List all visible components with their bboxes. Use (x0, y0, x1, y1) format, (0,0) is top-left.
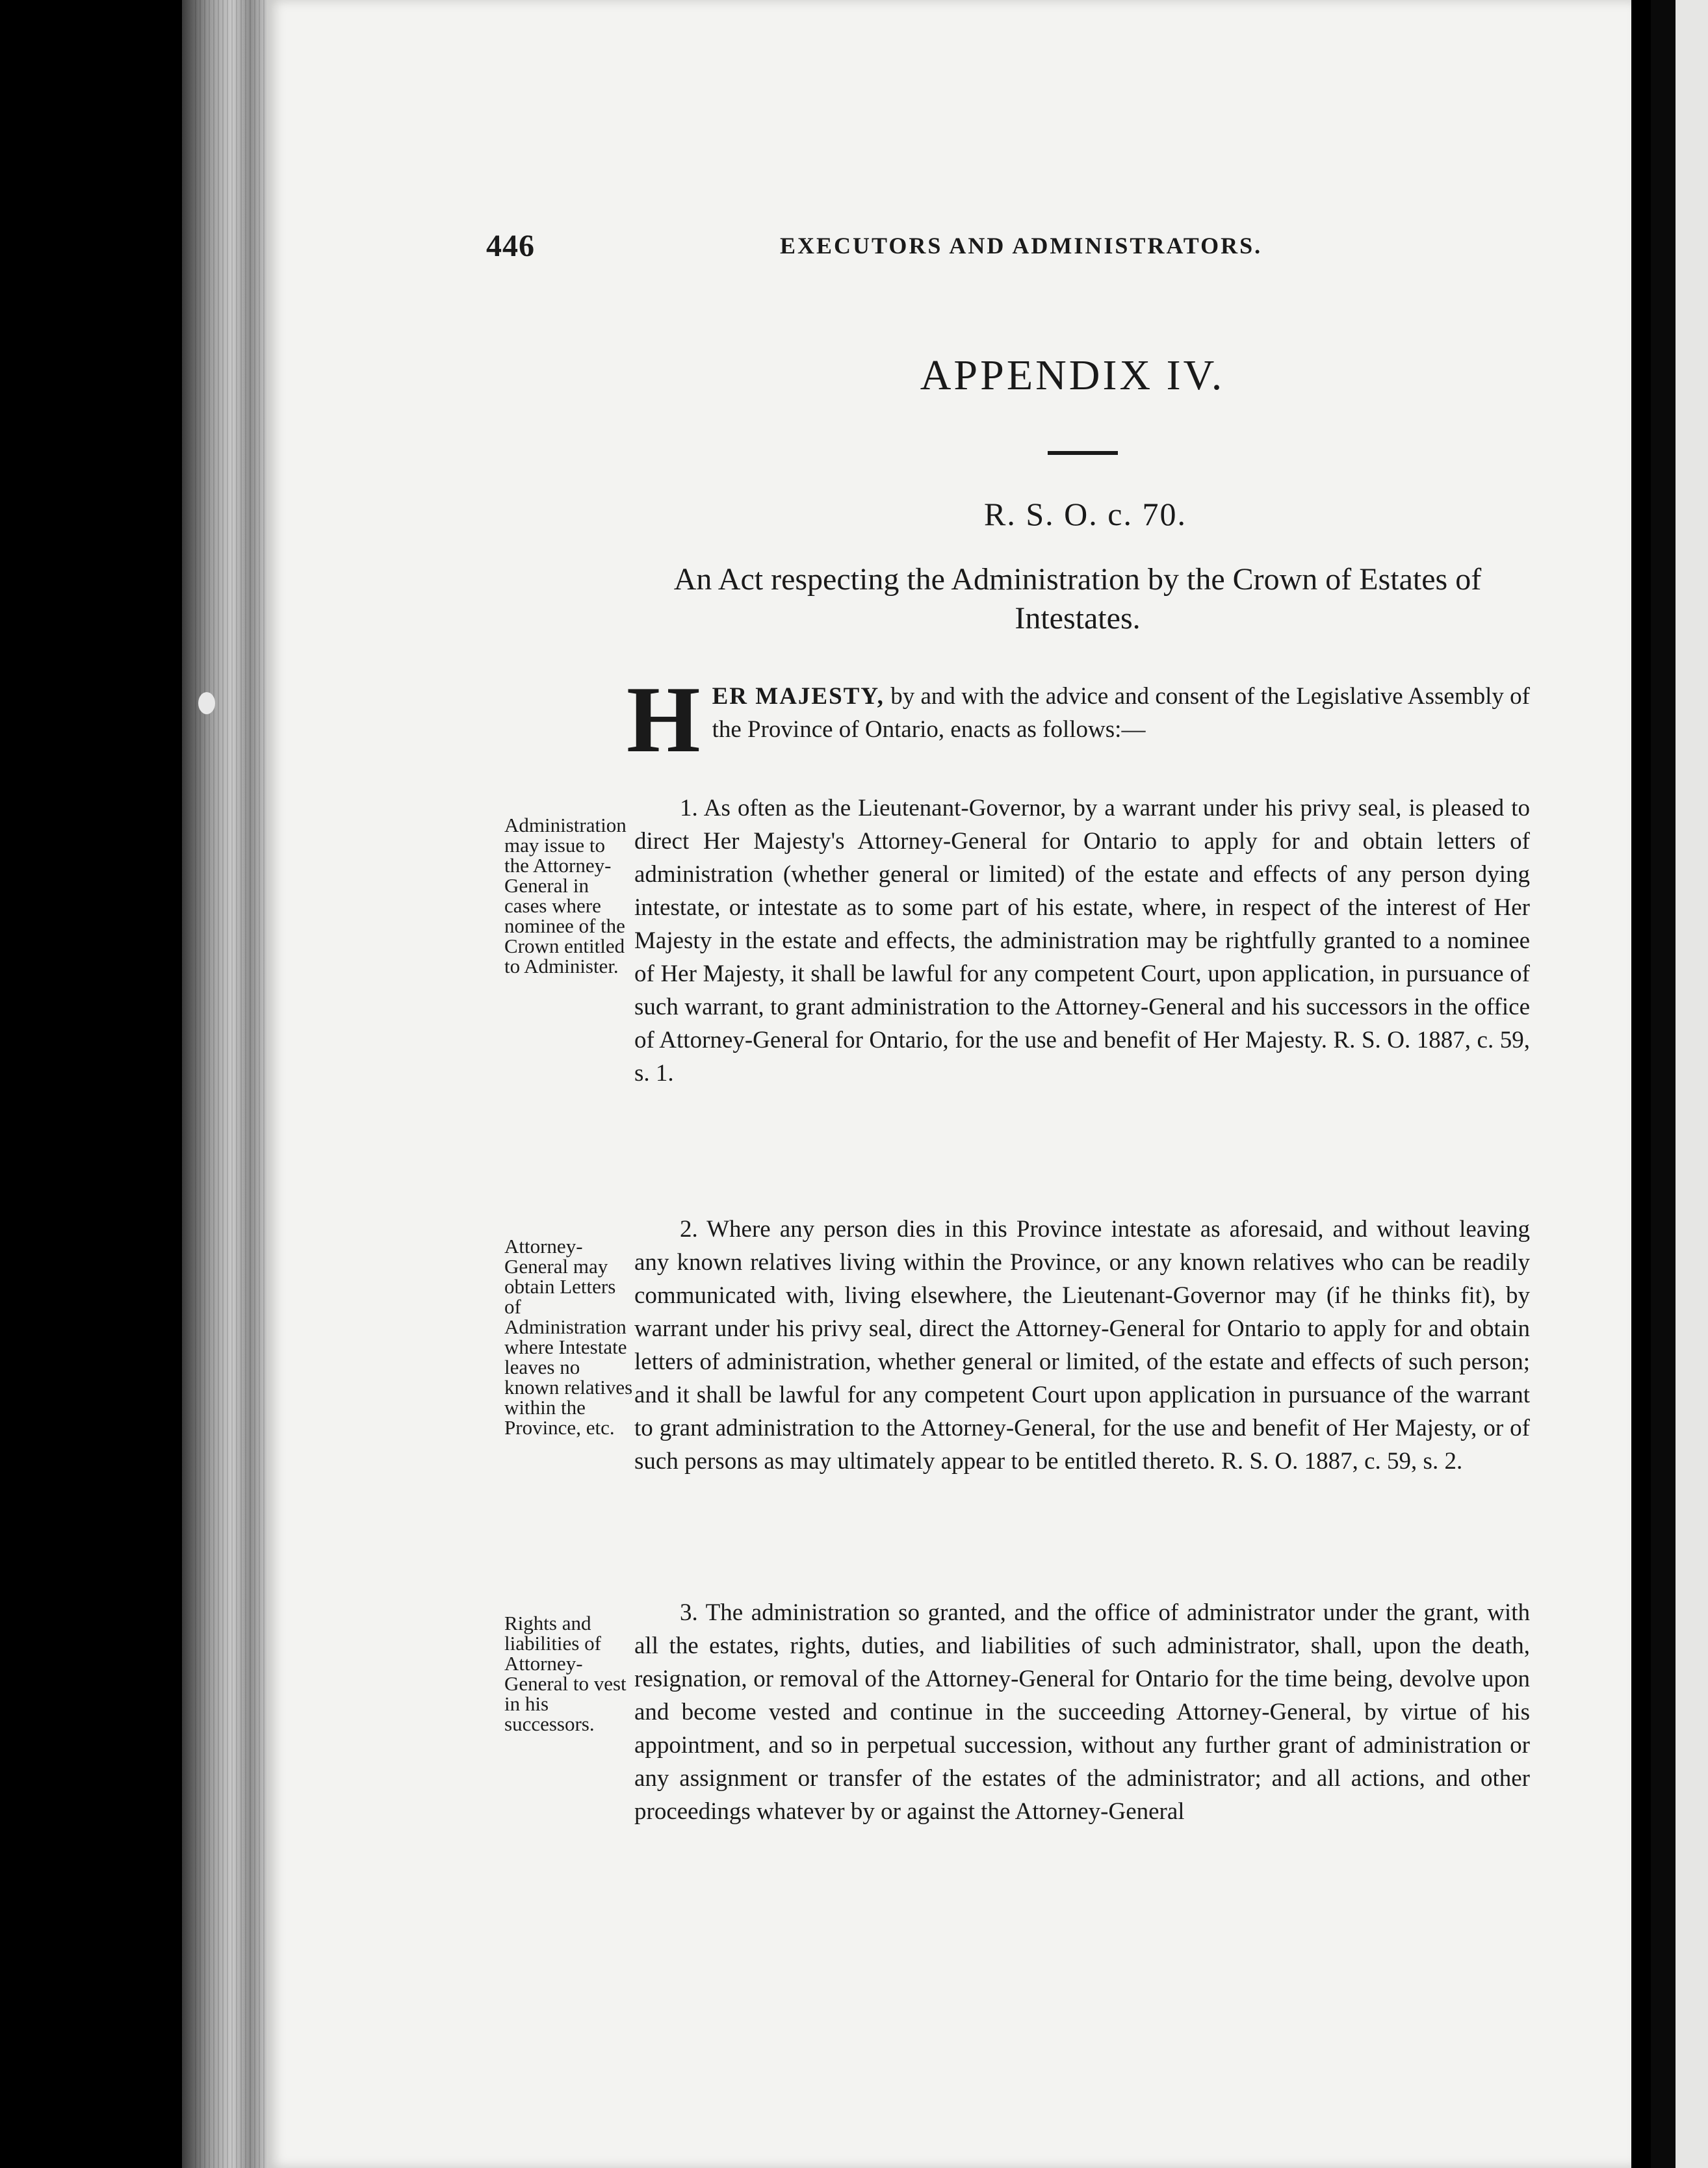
title-rule (1048, 451, 1118, 455)
marginal-note-2: Attorney-General may obtain Letters of Administration where Intestate leaves no known relatives within the Province, etc. (504, 1235, 633, 1439)
facing-page-sliver (1676, 0, 1708, 2168)
section-1: 1. As often as the Lieutenant-Governor, by a warrant under his privy seal, is pleased to direct Her Majesty's Attorney-General for Ontario to apply for and obtain letters of administration (whether general or limited) of the estate and effects of any person dying intestate, or intestate as to some part of his estate, where, in respect of the interest of Her Majesty in the estate and effects, the administration may be rightfully granted to a nominee of Her Majesty, it shall be lawful for any competent Court, upon application, in pursuance of such warrant, to grant administration to the Attorney-General and his successors in the office of Attorney-General for Ontario, for the use and benefit of Her Majesty. R. S. O. 1887, c. 59, s. 1. (634, 795, 1530, 1087)
appendix-title: APPENDIX IV. (920, 352, 1225, 399)
marginal-note-1: Administration may issue to the Attorney-General in cases where nominee of the Crown entitled to Administer. (504, 814, 627, 977)
section-3: 3. The administration so granted, and the office of administrator under the grant, with all the estates, rights, duties, and liabilities of such administrator, shall, upon the death, resignation, or removal of the Attorney-General for Ontario for the time being, devolve upon and become vested and continue in the succeeding Attorney-General, by virtue of his appointment, and so in perpetual succession, without any further grant of administration or any assignment or transfer of the estates of the administrator; and all actions, and other proceedings whatever by or against the Attorney-General (634, 1599, 1530, 1825)
marginal-note-3: Rights and liabilities of Attorney-General to vest in his successors. (504, 1612, 627, 1735)
section-2: 2. Where any person dies in this Province intestate as aforesaid, and without leaving any known relatives living within the Province, or any known relatives who can be readily communicated with, living elsewhere, the Lieutenant-Governor may (if he thinks fit), by warrant under his privy seal, direct the Attorney-General for Ontario to apply for and obtain letters of administration, whether general or limited, of the estate and effects of such person; and it shall be lawful for any competent Court upon application in pursuance of the warrant to grant administration to the Attorney-General, for the use and benefit of Her Majesty, or of such persons as may ultimately appear to be entitled thereto. R. S. O. 1887, c. 59, s. 2. (634, 1216, 1530, 1475)
act-title: An Act respecting the Administration by the Crown of Estates of Intestates. (673, 562, 1482, 636)
running-title: EXECUTORS AND ADMINISTRATORS. (780, 233, 1263, 259)
enacting-text: by and with the advice and consent of the Legislative Assembly of the Province of Ontario, enacts as follows:— (712, 683, 1530, 743)
enacting-clause (627, 667, 1530, 772)
page-number: 446 (486, 228, 535, 263)
edge-smudge (198, 692, 215, 714)
facing-page-edge (1651, 0, 1708, 2168)
statute-reference: R. S. O. c. 70. (984, 496, 1187, 532)
running-head (486, 226, 1305, 265)
enacting-lead: ER MAJESTY, (712, 683, 885, 710)
page-edge-stripes (195, 0, 266, 2168)
drop-cap: H (627, 667, 701, 772)
